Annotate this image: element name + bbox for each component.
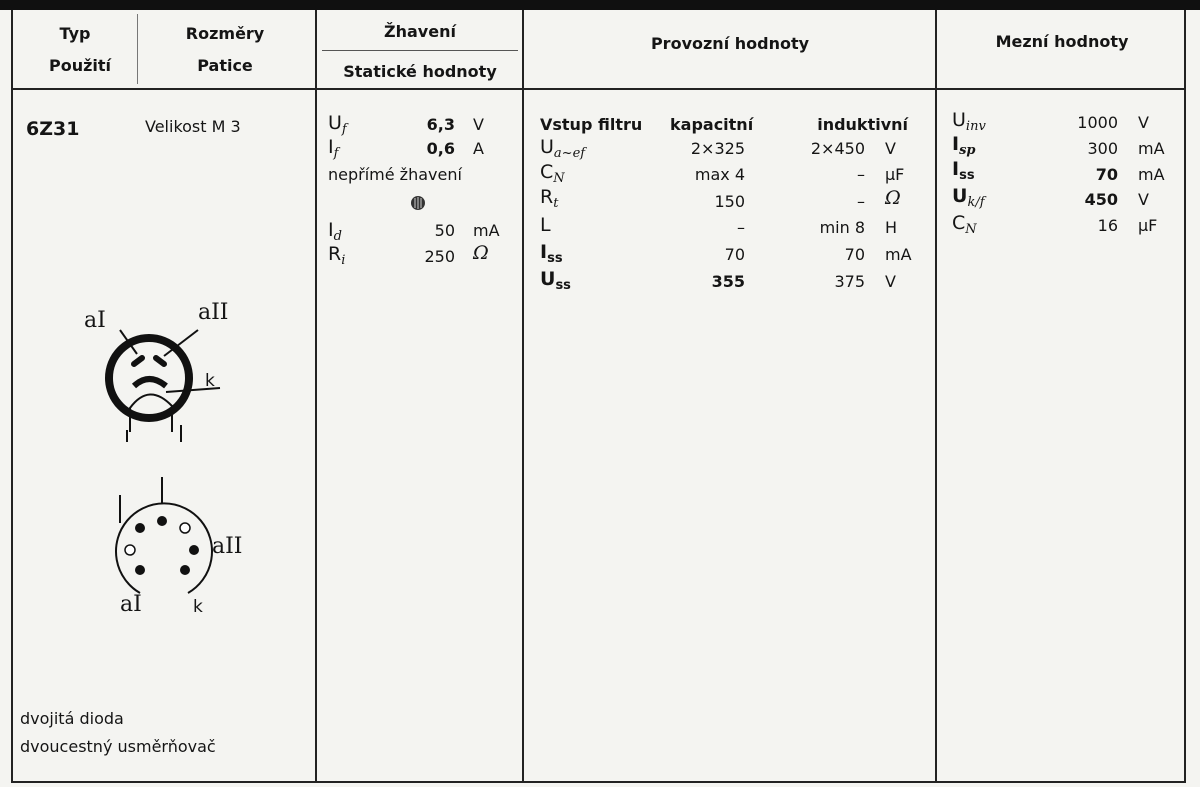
limit-iss-value: 70 bbox=[1095, 165, 1118, 184]
heating-if-unit: A bbox=[473, 139, 484, 158]
tube-type: 6Z31 bbox=[26, 118, 80, 140]
heating-ri-unit: Ω bbox=[473, 242, 489, 264]
heating-ri-value: 250 bbox=[424, 247, 455, 266]
limit-ukf-unit: V bbox=[1138, 190, 1149, 209]
header-bottom-line bbox=[11, 88, 1186, 90]
op-row-l-unit: H bbox=[885, 218, 898, 237]
limit-isp-value: 300 bbox=[1087, 139, 1118, 158]
limit-uinv-value: 1000 bbox=[1077, 113, 1118, 132]
op-row-rt-inductive: – bbox=[857, 192, 865, 211]
header-zhaveni: Žhavení bbox=[384, 22, 456, 41]
op-row-ua-unit: V bbox=[885, 139, 896, 158]
limit-isp-unit: mA bbox=[1138, 139, 1165, 158]
heating-id-symbol: $I_d$ bbox=[328, 219, 342, 244]
table-bottom-line bbox=[11, 781, 1186, 783]
limit-ukf-symbol: $U_{k/f}$ bbox=[952, 185, 985, 210]
filter-capacitive-label: kapacitní bbox=[670, 115, 754, 134]
header-mezni-hodnoty: Mezní hodnoty bbox=[995, 32, 1129, 51]
top-border bbox=[0, 0, 1200, 10]
column-divider-3 bbox=[935, 10, 937, 782]
op-row-cn-capacitive: max 4 bbox=[694, 165, 745, 184]
limit-cn-value: 16 bbox=[1097, 216, 1118, 235]
anode2-label: aII bbox=[198, 300, 229, 325]
tube-size: Velikost M 3 bbox=[145, 117, 241, 136]
limit-cn-symbol: $C_N$ bbox=[952, 212, 977, 237]
header-typ: Typ bbox=[59, 24, 91, 43]
anode1-label: aI bbox=[84, 308, 106, 333]
socket-cathode-label: k bbox=[193, 597, 203, 617]
header-rozmery: Rozměry bbox=[185, 24, 265, 43]
socket-anode2-label: aII bbox=[212, 534, 243, 559]
limit-ukf-value: 450 bbox=[1084, 190, 1118, 209]
zhaveni-underline bbox=[322, 50, 518, 51]
heating-ri-symbol: $R_i$ bbox=[328, 243, 346, 268]
op-row-rt-unit: Ω bbox=[885, 187, 901, 209]
header-patice: Patice bbox=[197, 56, 253, 75]
heating-id-unit: mA bbox=[473, 221, 500, 240]
usage-line-2: dvoucestný usměrňovač bbox=[20, 737, 216, 756]
filter-inductive-label: induktivní bbox=[817, 115, 908, 134]
limit-cn-unit: μF bbox=[1138, 216, 1158, 235]
op-row-l-inductive: min 8 bbox=[819, 218, 865, 237]
indirect-heating-icon bbox=[410, 195, 426, 211]
op-row-l-capacitive: – bbox=[737, 218, 745, 237]
op-row-uss-capacitive: 355 bbox=[711, 272, 745, 291]
limit-uinv-symbol: $U_{inv}$ bbox=[952, 109, 986, 134]
header-pouziti: Použití bbox=[48, 56, 112, 75]
socket-anode1-label: aI bbox=[120, 592, 142, 617]
limit-isp-symbol: $I_{sp}$ bbox=[952, 133, 976, 158]
op-row-iss-unit: mA bbox=[885, 245, 912, 264]
limit-iss-unit: mA bbox=[1138, 165, 1165, 184]
op-row-rt-symbol: $R_t$ bbox=[540, 186, 559, 211]
header-staticke-hodnoty: Statické hodnoty bbox=[343, 62, 497, 81]
op-row-iss-capacitive: 70 bbox=[724, 245, 745, 264]
heating-note: nepřímé žhavení bbox=[328, 165, 462, 184]
usage-line-1: dvojitá dioda bbox=[20, 709, 124, 728]
cathode-label: k bbox=[205, 371, 215, 391]
op-row-l-symbol: L bbox=[540, 214, 551, 236]
filter-input-label: Vstup filtru bbox=[540, 115, 643, 134]
op-row-ua-inductive: 2×450 bbox=[810, 139, 865, 158]
op-row-rt-capacitive: 150 bbox=[714, 192, 745, 211]
op-row-ua-symbol: $U_{a\sim ef}$ bbox=[540, 136, 586, 161]
op-row-ua-capacitive: 2×325 bbox=[690, 139, 745, 158]
column-divider-2 bbox=[522, 10, 524, 782]
heating-if-symbol: $I_f$ bbox=[328, 136, 339, 161]
op-row-uss-unit: V bbox=[885, 272, 896, 291]
op-row-cn-unit: μF bbox=[885, 165, 905, 184]
heating-uf-value: 6,3 bbox=[426, 115, 455, 134]
op-row-iss-inductive: 70 bbox=[844, 245, 865, 264]
op-row-uss-inductive: 375 bbox=[834, 272, 865, 291]
column-divider-1 bbox=[315, 10, 317, 782]
op-row-cn-symbol: $C_N$ bbox=[540, 161, 565, 186]
table-border-right bbox=[1184, 10, 1186, 782]
heating-uf-symbol: $U_f$ bbox=[328, 112, 347, 137]
header-provozni-hodnoty: Provozní hodnoty bbox=[650, 34, 810, 53]
heating-id-value: 50 bbox=[434, 221, 455, 240]
header-divider-typ bbox=[137, 14, 138, 84]
op-row-uss-symbol: $U_{ss}$ bbox=[540, 268, 571, 293]
limit-uinv-unit: V bbox=[1138, 113, 1149, 132]
table-border-left bbox=[11, 10, 13, 782]
heating-if-value: 0,6 bbox=[426, 139, 455, 158]
op-row-iss-symbol: $I_{ss}$ bbox=[540, 241, 563, 266]
op-row-cn-inductive: – bbox=[857, 165, 865, 184]
heating-uf-unit: V bbox=[473, 115, 484, 134]
limit-iss-symbol: $I_{ss}$ bbox=[952, 158, 975, 183]
